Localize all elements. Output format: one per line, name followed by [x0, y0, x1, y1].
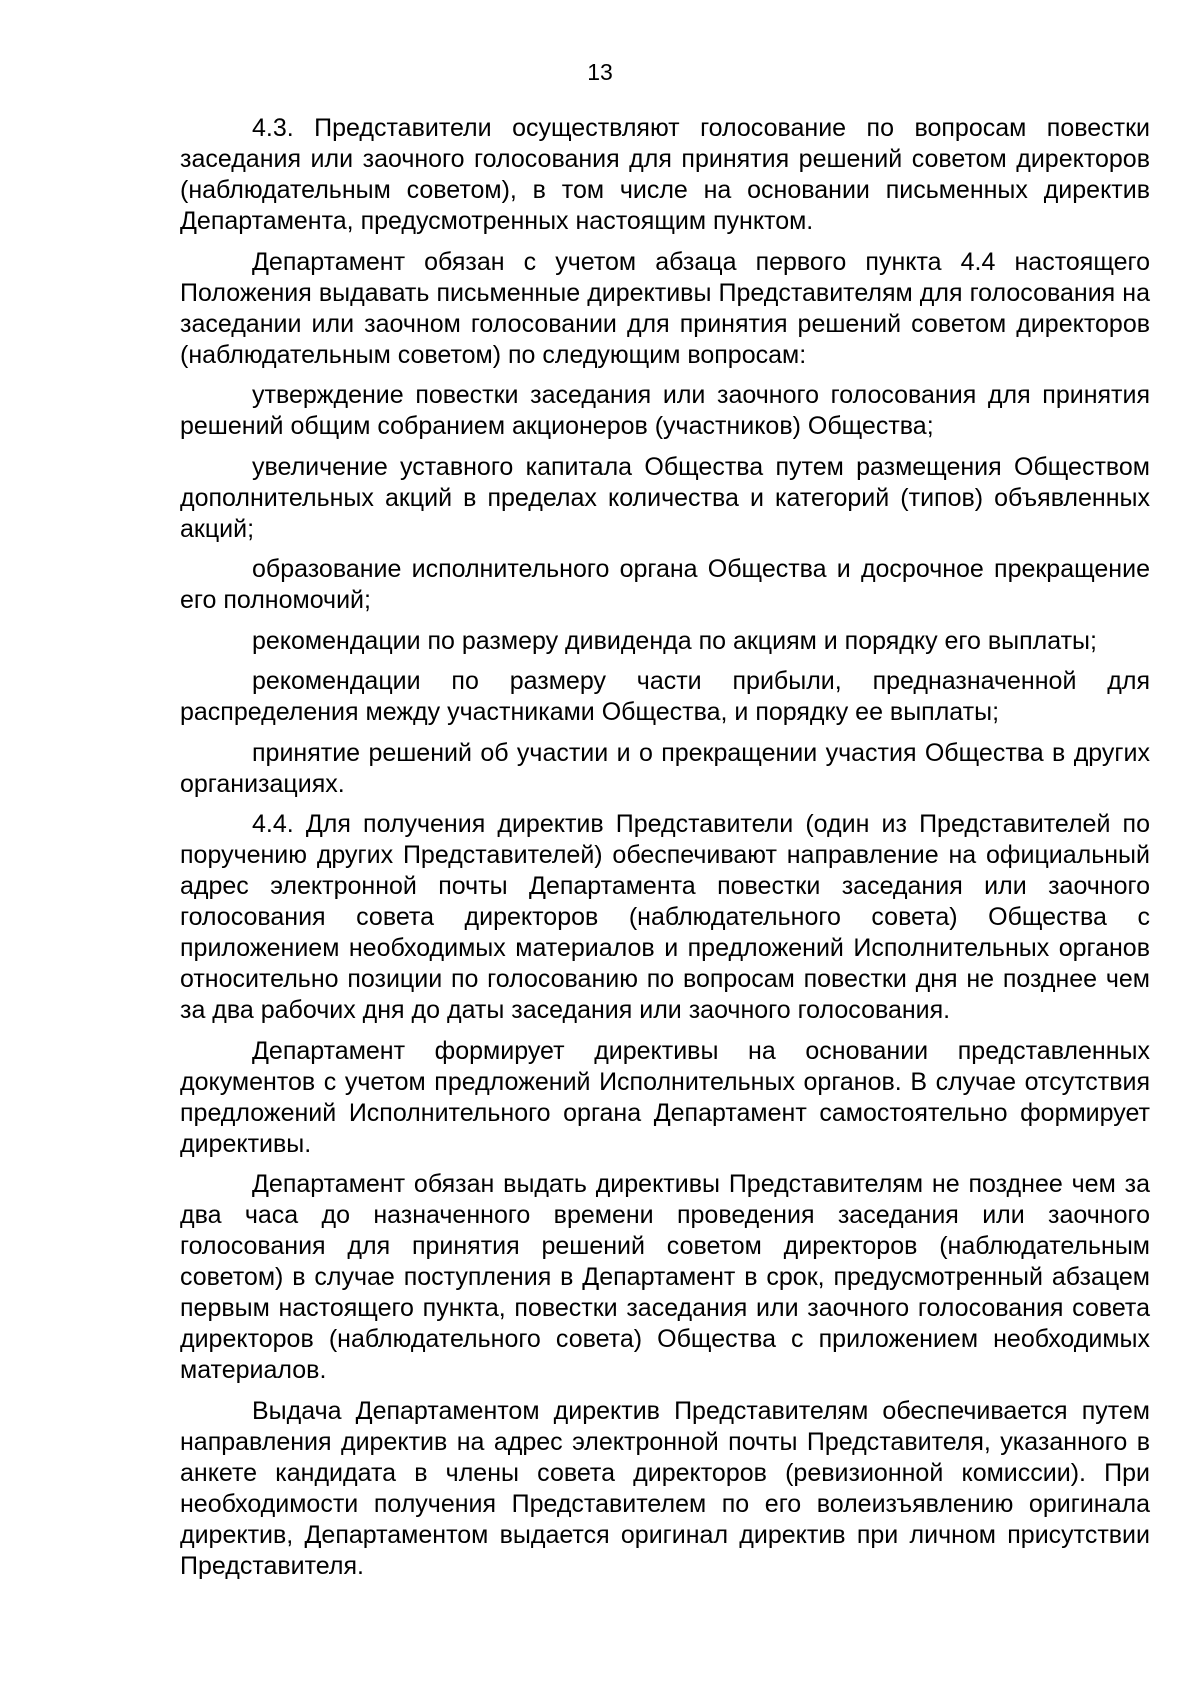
document-body: [180, 113, 1150, 1591]
list-item-dividends: рекомендации по размеру дивиденда по акциям и порядку его выплаты;: [252, 626, 1097, 655]
list-item-participation: принятие решений об участии и о прекращении участия Общества в других организациях.: [180, 738, 1150, 798]
paragraph-directives-duty: Департамент обязан с учетом абзаца первого пункта 4.4 настоящего Положения выдавать письменные директивы Представителям для голосования на заседании или заочном голосовании для принятия решений советом директоров (наблюдательным советом) по следующим вопросам:: [180, 247, 1150, 369]
paragraph-4-4: 4.4. Для получения директив Представители (один из Представителей по поручению других Представителей) обеспечивают направление на официальный адрес электронной почты Департамента повестки заседания или заочного голосования совета директоров (наблюдательного совета) Общества с приложением необходимых материалов и предложений Исполнительных органов относительно позиции по голосованию по вопросам повестки дня не позднее чем за два рабочих дня до даты заседания или заочного голосования.: [180, 810, 1150, 1024]
list-item-capital-increase: увеличение уставного капитала Общества путем размещения Обществом дополнительных акций в пределах количества и категорий (типов) объявленных акций;: [180, 452, 1150, 543]
paragraph-directives-delivery: Выдача Департаментом директив Представителям обеспечивается путем направления директив на адрес электронной почты Представителя, указанного в анкете кандидата в члены совета директоров (ревизионной комиссии). При необходимости получения Представителем по его волеизъявлению оригинала директив, Департаментом выдается оригинал директив при личном присутствии Представителя.: [180, 1396, 1150, 1580]
list-item-executive-body: образование исполнительного органа Общества и досрочное прекращение его полномочий;: [180, 555, 1150, 614]
paragraph-directives-formation: Департамент формирует директивы на основании представленных документов с учетом предложений Исполнительных органов. В случае отсутствия предложений Исполнительного органа Департамент самостоятельно формирует директивы.: [180, 1036, 1150, 1158]
paragraph-directives-deadline: Департамент обязан выдать директивы Представителям не позднее чем за два часа до назначенного времени проведения заседания или заочного голосования для принятия решений советом директоров (наблюдательным советом) в случае поступления в Департамент в срок, предусмотренный абзацем первым настоящего пункта, повестки заседания или заочного голосования совета директоров (наблюдательного совета) Общества с приложением необходимых материалов.: [180, 1170, 1150, 1384]
list-item-profit-distribution: рекомендации по размеру части прибыли, предназначенной для распределения между участниками Общества, и порядку ее выплаты;: [180, 667, 1150, 726]
page-number: 13: [587, 59, 613, 85]
paragraph-4-3: 4.3. Представители осуществляют голосование по вопросам повестки заседания или заочного голосования для принятия решений советом директоров (наблюдательным советом), в том числе на основании письменных директив Департамента, предусмотренных настоящим пунктом.: [180, 114, 1150, 235]
list-item-agenda-approval: утверждение повестки заседания или заочного голосования для принятия решений общим собранием акционеров (участников) Общества;: [180, 381, 1150, 440]
